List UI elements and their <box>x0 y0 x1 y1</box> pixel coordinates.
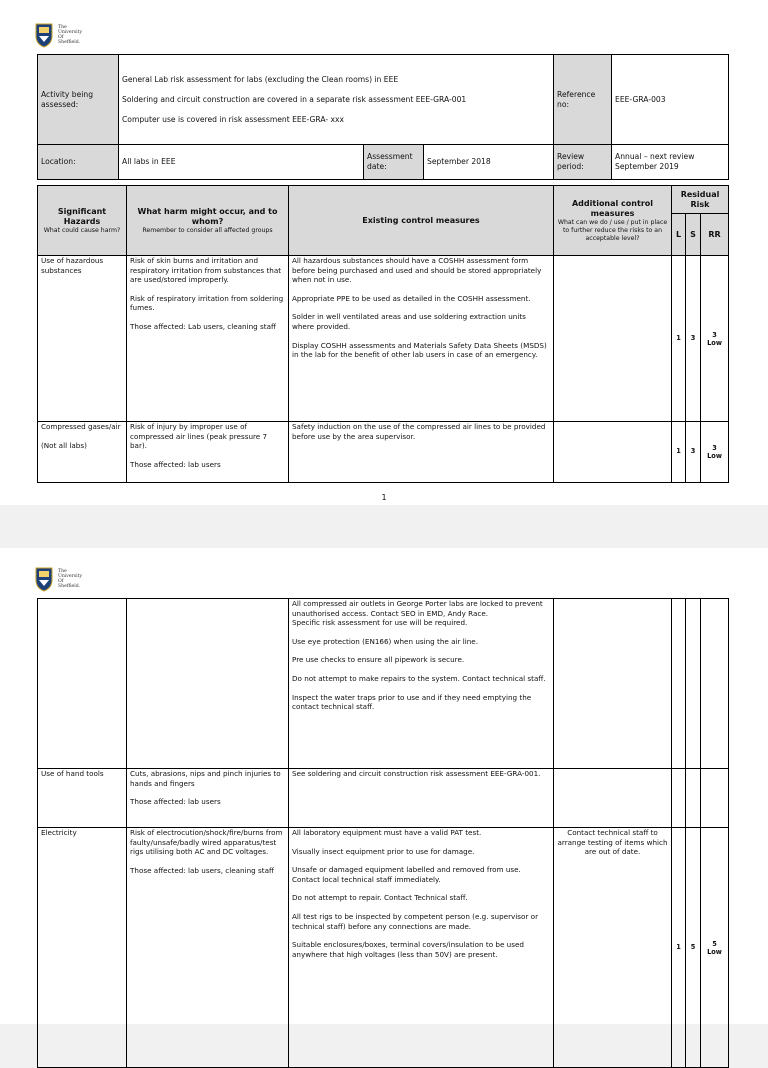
assessment-header-table <box>37 54 729 180</box>
severity-cell: 3 <box>686 256 701 422</box>
harm-cell <box>127 599 289 769</box>
table-row <box>38 769 729 828</box>
logo-wordmark: The University Of Sheffield. <box>58 24 83 46</box>
existing-controls-cell: Safety induction on the use of the compressed air lines to be provided before use by the area supervisor. <box>289 422 554 483</box>
review-period-label: Review period: <box>554 145 612 180</box>
activity-description <box>119 55 554 145</box>
severity-cell <box>686 769 701 828</box>
university-logo <box>34 20 108 50</box>
column-header-risk-rating: RR <box>701 214 729 256</box>
activity-line: General Lab risk assessment for labs (excluding the Clean rooms) in EEE <box>122 74 399 84</box>
existing-controls-cell: See soldering and circuit construction risk assessment EEE-GRA-001. <box>289 769 554 828</box>
column-header-likelihood: L <box>672 214 686 256</box>
hazard-cell: Electricity <box>38 828 127 1068</box>
existing-controls-cell: All compressed air outlets in George Porter labs are locked to prevent unauthorised access. Contact SEO in EMD, Andy Race. Specific risk assessment for use will be required. Use eye protection (EN166) when using the air line. Pre use checks to ensure all pipework is secure. Do not attempt to make repairs to the system. Contact technical staff. Inspect the water traps prior to use and if they need emptying the contact technical staff. <box>289 599 554 769</box>
additional-controls-cell <box>554 256 672 422</box>
column-header-additional-controls: Additional control measures What can we do / use / put in place to further reduce the risks to an acceptable level? <box>554 186 672 256</box>
risk-rating-cell: 5 Low <box>701 828 729 1068</box>
document-page-2 <box>0 548 768 1024</box>
existing-controls-cell: All hazardous substances should have a COSHH assessment form before being purchased and used and should be stored appropriately when not in use. Appropriate PPE to be used as detailed in the COSHH assessment. Solder in well ventilated areas and use soldering extraction units where provided. Display COSHH assessments and Materials Safety Data Sheets (MSDS) in the lab for the benefit of other lab users in case of an emergency. <box>289 256 554 422</box>
risk-assessment-table <box>37 185 729 483</box>
page-number: 1 <box>381 493 387 502</box>
table-row <box>38 599 729 769</box>
likelihood-cell: 1 <box>672 828 686 1068</box>
likelihood-cell: 1 <box>672 422 686 483</box>
column-header-existing-controls: Existing control measures <box>289 186 554 256</box>
likelihood-cell <box>672 599 686 769</box>
harm-cell: Risk of electrocution/shock/fire/burns from faulty/unsafe/badly wired apparatus/test rigs utilising both AC and DC voltages. Those affected: lab users, cleaning staff <box>127 828 289 1068</box>
risk-assessment-table-continued <box>37 598 729 1068</box>
location-label: Location: <box>38 145 119 180</box>
risk-rating-cell: 3 Low <box>701 422 729 483</box>
harm-cell: Risk of injury by improper use of compressed air lines (peak pressure 7 bar). Those affected: lab users <box>127 422 289 483</box>
activity-label: Activity being assessed: <box>38 55 119 145</box>
severity-cell: 3 <box>686 422 701 483</box>
risk-rating-cell <box>701 599 729 769</box>
reference-value: EEE-GRA-003 <box>612 55 729 145</box>
hazard-cell: Use of hazardous substances <box>38 256 127 422</box>
existing-controls-cell: All laboratory equipment must have a valid PAT test. Visually insect equipment prior to use for damage. Unsafe or damaged equipment labelled and removed from use. Contact local technical staff immediately. Do not attempt to repair. Contact Technical staff. All test rigs to be inspected by competent person (e.g. supervisor or technical staff) before any connections are made. Suitable enclosures/boxes, terminal covers/insulation to be used anywhere that high voltages (less than 50V) are present. <box>289 828 554 1068</box>
university-logo <box>34 564 108 594</box>
assessment-date-label: Assessment date: <box>364 145 424 180</box>
harm-cell: Risk of skin burns and irritation and respiratory irritation from substances that are used/stored improperly. Risk of respiratory irritation from soldering fumes. Those affected: Lab users, cleaning staff <box>127 256 289 422</box>
severity-cell <box>686 599 701 769</box>
table-row <box>38 256 729 422</box>
assessment-date-value: September 2018 <box>424 145 554 180</box>
harm-cell: Cuts, abrasions, nips and pinch injuries to hands and fingers Those affected: lab users <box>127 769 289 828</box>
risk-rating-cell: 3 Low <box>701 256 729 422</box>
table-row <box>38 828 729 1068</box>
hazard-cell: Use of hand tools <box>38 769 127 828</box>
crest-icon <box>34 22 54 48</box>
crest-icon <box>34 566 54 592</box>
table-row <box>38 422 729 483</box>
logo-wordmark: The University Of Sheffield. <box>58 568 83 590</box>
additional-controls-cell: Contact technical staff to arrange testing of items which are out of date. <box>554 828 672 1068</box>
column-header-harm: What harm might occur, and to whom? Remember to consider all affected groups <box>127 186 289 256</box>
column-header-severity: S <box>686 214 701 256</box>
activity-line: Soldering and circuit construction are covered in a separate risk assessment EEE-GRA-001 <box>122 94 467 104</box>
likelihood-cell <box>672 769 686 828</box>
location-value: All labs in EEE <box>119 145 364 180</box>
review-period-value: Annual – next review September 2019 <box>612 145 729 180</box>
additional-controls-cell <box>554 599 672 769</box>
reference-label: Reference no: <box>554 55 612 145</box>
additional-controls-cell <box>554 422 672 483</box>
document-page-1 <box>0 0 768 505</box>
activity-line: Computer use is covered in risk assessment EEE-GRA- xxx <box>122 114 345 124</box>
column-header-hazards: Significant Hazards What could cause harm? <box>38 186 127 256</box>
column-header-residual-risk: Residual Risk <box>672 186 729 214</box>
likelihood-cell: 1 <box>672 256 686 422</box>
risk-rating-cell <box>701 769 729 828</box>
hazard-cell <box>38 599 127 769</box>
additional-controls-cell <box>554 769 672 828</box>
hazard-cell: Compressed gases/air (Not all labs) <box>38 422 127 483</box>
severity-cell: 5 <box>686 828 701 1068</box>
